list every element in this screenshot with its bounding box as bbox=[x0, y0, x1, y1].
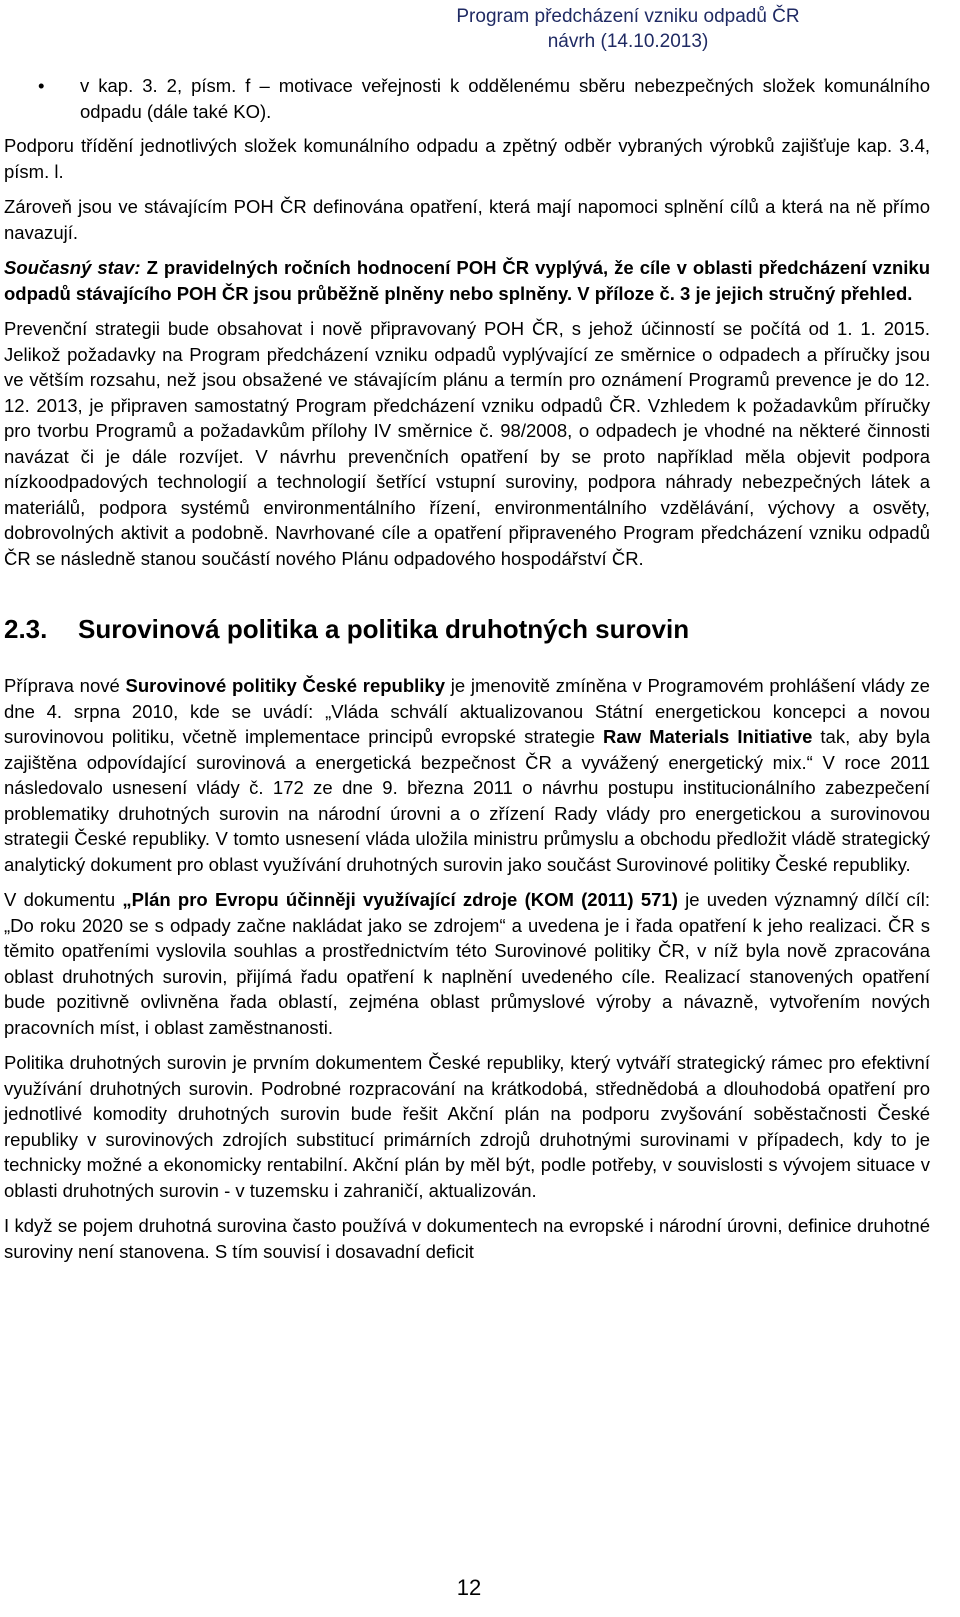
section-heading bbox=[4, 613, 930, 645]
text-run: V dokumentu bbox=[4, 889, 123, 910]
paragraph-sorting-support: Podporu třídění jednotlivých složek komunálního odpadu a zpětný odběr vybraných výrobků zajišťuje kap. 3.4, písm. l. bbox=[4, 135, 930, 182]
bold-run: Raw Materials Initiative bbox=[603, 726, 813, 747]
bullet-item bbox=[4, 73, 930, 124]
section-number: 2.3. bbox=[4, 614, 48, 644]
paragraph-raw-materials-policy bbox=[4, 673, 930, 877]
paragraph-resource-efficient-europe bbox=[4, 887, 930, 1040]
page-header bbox=[328, 4, 928, 54]
page-number: 12 bbox=[456, 1575, 482, 1600]
text-run: je uveden významný dílčí cíl: „Do roku 2020 se s odpady začne nakládat jako se zdrojem“ a uvedena je i řada opatření k jeho realizaci. ČR s těmito opatřeními vyslovila souhlas a prostřednictvím této Surovinové politiky ČR, v níž byla nově zpracována oblast druhotných surovin, přijímá řadu opatření k naplnění uvedeného cíle. Realizací stanovených opatření bude pozitivně ovlivněna řada oblastí, zejména oblast průmyslové výroby a návazně, vytvořením nových pracovních míst, i oblast zaměstnanosti. bbox=[4, 889, 930, 1038]
bullet-icon: • bbox=[38, 75, 45, 96]
paragraph-measures: Zároveň jsou ve stávajícím POH ČR definována opatření, která mají napomoci splnění cílů a která na ně přímo navazují. bbox=[4, 196, 930, 243]
paragraph-secondary-raw-materials: Politika druhotných surovin je prvním dokumentem České republiky, který vytváří strategický rámec pro efektivní využívání druhotných surovin. Podrobné rozpracování na krátkodobá, střednědobá a dlouhodobá opatření pro jednotlivé komodity druhotných surovin bude řešit Akční plán na podporu zvyšování soběstačnosti České republiky v surovinových zdrojích substitucí primárních zdrojů druhotnými surovinami v případech, kdy to je technicky možné a ekonomicky rentabilní. Akční plán by měl být, podle potřeby, v souvislosti s vývojem situace v oblasti druhotných surovin - v tuzemsku i zahraničí, aktualizován. bbox=[4, 1052, 930, 1201]
text-run: je jmenovitě zmíněna v Programovém prohlášení vlády ze dne 4. srpna 2010, kde se uvádí: „Vláda schválí aktualizovanou Státní energetickou koncepci a novou surovinovou politiku, včetně implementace principů evropské strategie bbox=[4, 675, 930, 747]
bold-run: Surovinové politiky České republiky bbox=[125, 675, 445, 696]
bullet-text: v kap. 3. 2, písm. f – motivace veřejnosti k oddělenému sběru nebezpečných složek komunálního odpadu (dále také KO). bbox=[80, 75, 930, 122]
current-state-label: Současný stav: bbox=[4, 257, 141, 278]
document-body bbox=[4, 73, 930, 1274]
text-run: Příprava nové bbox=[4, 675, 126, 696]
header-subtitle: návrh (14.10.2013) bbox=[547, 31, 709, 52]
current-state-text: Z pravidelných ročních hodnocení POH ČR vyplývá, že cíle v oblasti předcházení vzniku odpadů stávajícího POH ČR jsou průběžně plněny nebo splněny. V příloze č. 3 je jejich stručný přehled. bbox=[4, 257, 930, 304]
section-title: Surovinová politika a politika druhotných surovin bbox=[78, 614, 690, 644]
bold-run: „Plán pro Evropu účinněji využívající zdroje (KOM (2011) 571) bbox=[122, 889, 678, 910]
paragraph-definition: I když se pojem druhotná surovina často používá v dokumentech na evropské i národní úrovni, definice druhotné suroviny není stanovena. S tím souvisí i dosavadní deficit bbox=[4, 1215, 930, 1262]
paragraph-current-state bbox=[4, 255, 930, 306]
paragraph-prevention-strategy: Prevenční strategii bude obsahovat i nově připravovaný POH ČR, s jehož účinností se počítá od 1. 1. 2015. Jelikož požadavky na Program předcházení vzniku odpadů vyplývající ze směrnice o odpadech a příručky jsou ve větším rozsahu, než jsou obsažené ve stávajícím plánu a termín pro oznámení Programů prevence je do 12. 12. 2013, je připraven samostatný Program předcházení vzniku odpadů ČR. Vzhledem k požadavkům příručky pro tvorbu Programů a požadavkům přílohy IV směrnice č. 98/2008, o odpadech je vhodné na některé činnosti navázat či je dále rozvíjet. V návrhu prevenčních opatření by se proto například měla objevit podpora nízkoodpadových technologií a technologií šetřící vstupní suroviny, podpora náhrady nebezpečných látek a materiálů, podpora systémů environmentálního řízení, environmentálního vzdělávání, výchovy a osvěty, dobrovolných aktivit a podobně. Navrhované cíle a opatření připraveného Program předcházení vzniku odpadů ČR se následně stanou součástí nového Plánu odpadového hospodářství ČR. bbox=[4, 318, 930, 569]
header-title: Program předcházení vzniku odpadů ČR bbox=[456, 6, 800, 27]
text-run: tak, aby byla zajištěna odpovídající surovinová a energetická bezpečnost ČR a vyvážený energetický mix.“ V roce 2011 následovalo usnesení vlády č. 172 ze dne 9. března 2011 o návrhu postupu institucionálního zabezpečení problematiky druhotných surovin na národní úrovni a o zřízení Rady vlády pro energetickou a surovinovou strategii České republiky. V tomto usnesení vláda uložila ministru průmyslu a obchodu předložit vládě strategický analytický dokument pro oblast využívání druhotných surovin jako součást Surovinové politiky České republiky. bbox=[4, 726, 930, 875]
